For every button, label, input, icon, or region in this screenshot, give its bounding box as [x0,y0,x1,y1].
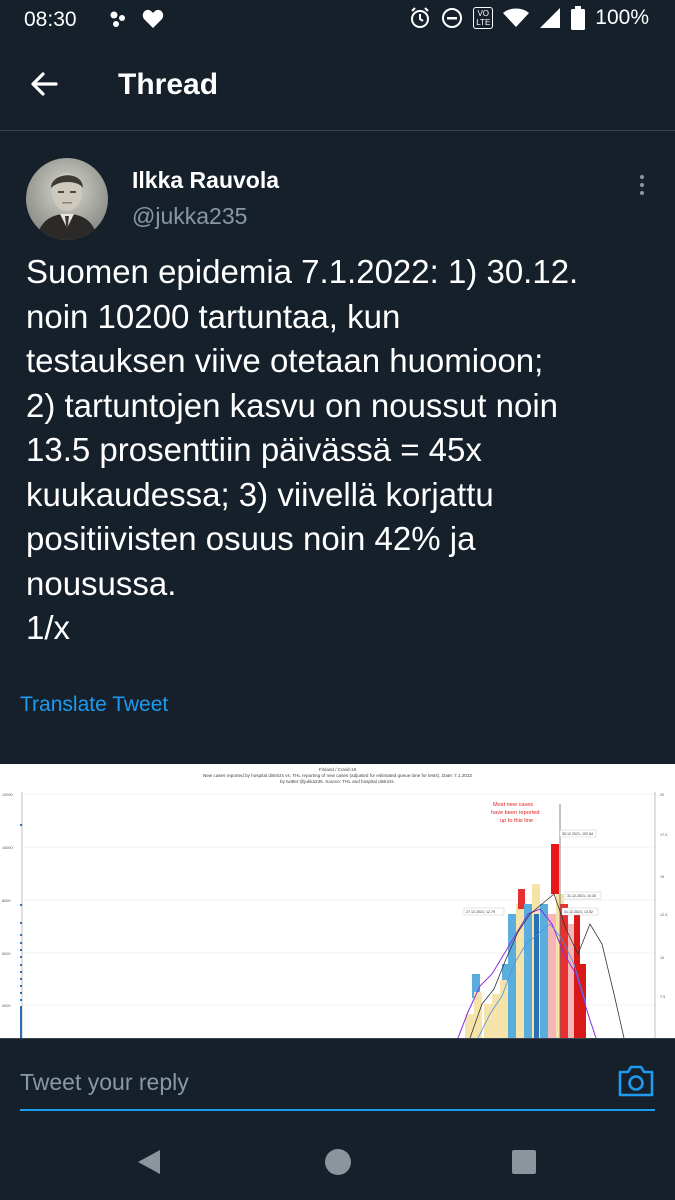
volte-label-top: VO [477,9,490,18]
tweet-line: Suomen epidemia 7.1.2022: 1) 30.12. [26,253,579,290]
right-tick: 20 [660,793,665,797]
chart-annotation-line: up to this line [500,818,533,824]
camera-icon [616,1063,656,1099]
tweet-line: kuukaudessa; 3) viivellä korjattu [26,475,494,513]
translate-tweet-link[interactable]: Translate Tweet [20,693,169,716]
battery-icon [571,6,585,30]
tweet-line: testauksen viive otetaan huomioon; [26,342,544,379]
chart-annotation-line: Most new cases [493,802,534,808]
nav-home-icon[interactable] [324,1148,352,1176]
more-dot [640,191,644,195]
system-nav-bar [0,1138,675,1200]
chart-callout: 31.12.2021; 13.52 [564,910,593,914]
more-vertical-icon [640,175,644,179]
do-not-disturb-icon [441,7,463,29]
left-tick: 8000 [2,899,11,903]
reply-bar [0,1038,675,1139]
left-tick: 12000 [2,793,13,797]
cell-signal-icon [539,7,561,29]
page-title: Thread [118,68,219,101]
camera-button[interactable] [616,1063,656,1099]
chart-callout: 30.12.2021; 102.84 [562,832,593,836]
right-tick: 12.5 [660,913,668,917]
chart-title: Finland / Covid-19 [318,767,357,772]
chart-annotation-line: have been reported [491,810,540,816]
tweet-media-image[interactable] [0,764,675,1038]
wifi-icon [503,8,529,28]
chart-source: by twitter:@jukka235. Source: THL and hospital districts. [280,779,395,784]
nav-recents-icon[interactable] [512,1150,536,1174]
volte-label-bottom: LTE [476,18,491,27]
tweet-text [26,250,656,651]
tweet-line: noin 10200 tartuntaa, kun [26,297,401,335]
tweet-line: 13.5 prosenttiin päivässä = 45x [26,431,482,468]
left-tick: 6000 [2,952,11,956]
tweet-line: 2) tartuntojen kasvu on noussut noin [26,386,559,424]
avatar[interactable] [26,158,108,240]
battery-percent: 100% [595,6,649,29]
tweet-line: nousussa. [26,564,177,602]
left-tick: 10000 [2,846,13,850]
thread-header [0,42,675,131]
right-tick: 7.5 [660,995,666,999]
tweet-line: positiivisten osuus noin 42% ja [26,520,476,557]
volte-indicator [473,7,493,29]
nav-back-icon[interactable] [136,1148,162,1176]
chart-callout: 31.12.2021; 10.30 [567,894,596,898]
author-handle[interactable]: @jukka235 [132,203,248,229]
more-options-button[interactable] [632,170,652,200]
author-name[interactable]: Ilkka Rauvola [132,167,280,193]
notification-icons [108,9,164,29]
arrow-left-icon [26,64,66,104]
right-tick: 10 [660,956,665,960]
reply-input[interactable]: Tweet your reply [20,1069,189,1095]
alarm-icon [409,7,431,29]
status-bar [0,0,675,40]
status-time: 08:30 [24,8,77,31]
chart-subtitle: New cases reported by hospital districts vs. THL reporting of new cases (adjusted for estimated queue time for tests). Date: 7.1.2022 [202,773,473,778]
more-dot [640,183,644,187]
right-tick: 15 [660,875,665,879]
back-button[interactable] [26,64,66,104]
heart-icon [142,9,164,29]
app-notification-icon [108,9,128,29]
reply-underline [20,1109,655,1111]
left-tick: 4000 [2,1004,11,1008]
chart-graphic [0,764,675,1038]
system-status-icons [409,6,649,30]
chart-callout: 27.12.2021; 12.79 [466,910,495,914]
tweet-line: 1/x [26,609,71,646]
avatar-photo [26,158,108,240]
right-tick: 17.5 [660,833,668,837]
